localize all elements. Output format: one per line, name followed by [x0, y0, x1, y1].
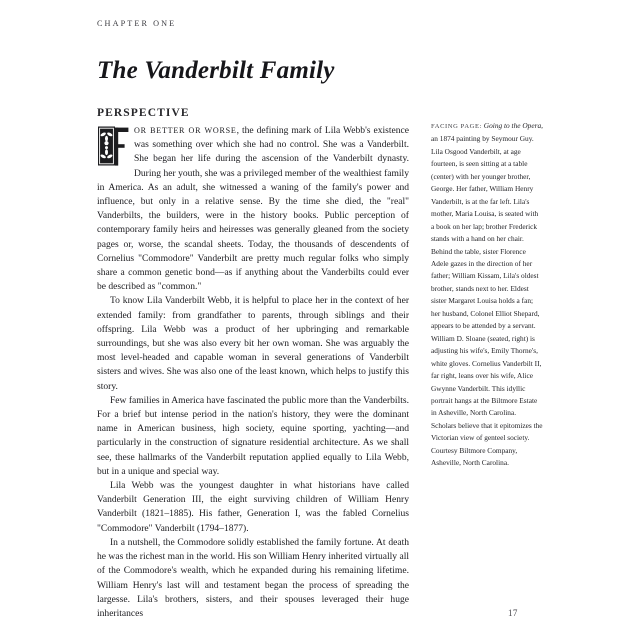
- body-text-column: [97, 124, 409, 621]
- paragraph-1: [97, 124, 409, 294]
- drop-cap-ornament: [97, 125, 130, 167]
- caption-paragraph: [431, 120, 543, 470]
- caption-lead-label: FACING PAGE:: [431, 123, 482, 130]
- caption-body: an 1874 painting by Seymour Guy. Lila Osgood Vanderbilt, at age fourteen, is seen sitting at a table (center) with her younger brother, George. Her father, William Henry Vanderbilt, is at the far left. Lila's mother, Maria Louisa, is seated with a book on her lap; brother Frederick stands with a hand on her chair. Behind the table, sister Florence Adele gazes in the direction of her father; William Kissam, Lila's oldest brother, stands next to her. Eldest sister Margaret Louisa holds a fan; her husband, Colonel Elliot Shepard, appears to be attended by a servant. William D. Sloane (seated, right) is adjusting his wife's, Emily Thorne's, white gloves. Cornelius Vanderbilt II, far right, leans over his wife, Alice Gwynne Vanderbilt. This idyllic portrait hangs at the Biltmore Estate in Asheville, North Carolina. Scholars believe that it epitomizes the Victorian view of genteel society. Courtesy Biltmore Company, Asheville, North Carolina.: [431, 134, 543, 468]
- opening-small-caps: OR BETTER OR WORSE: [134, 126, 237, 135]
- section-heading: PERSPECTIVE: [97, 106, 190, 119]
- figure-caption-sidebar: [431, 120, 543, 470]
- paragraph-2: To know Lila Vanderbilt Webb, it is helpful to place her in the context of her extended family: from grandfather to parents, through siblings and their offspring. Lila Webb was a product of her upbringing and remarkable surroundings, but she was also every bit her own woman. She was arguably the most level-headed and capable woman in several generations of Vanderbilt sisters and wives. She was also one of the least known, which helps to justify this story.: [97, 295, 409, 392]
- paragraph-1-text: , the defining mark of Lila Webb's existence was something over which she had no control. She was a Vanderbilt. She began her life during the ascension of the Vanderbilt dynasty. During her youth, she was a privileged member of the wealthiest family in America. As an adult, she witnessed a waning of the family's power and influence, but only in a relative sense. By the time she died, the "real" Vanderbilts, the builders, were in the history books. Public perception of contemporary family heirs and heiresses was generally gleaned from the society pages or, worse, the scandal sheets. Today, the thousands of descendents of Cornelius "Commodore" Vanderbilt are pretty much regular folks who simply share a common genetic bond—as if anything about the Vanderbilts could ever be described as "common.": [97, 125, 410, 293]
- paragraph-5: In a nutshell, the Commodore solidly established the family fortune. At death he was the richest man in the world. His son William Henry inherited virtually all of the Commodore's wealth, which he expanded during his remaining lifetime. William Henry's last will and testament began the process of spreading the largesse. Lila's brothers, sisters, and their spouses leveraged their huge inheritances: [97, 536, 409, 619]
- chapter-label: CHAPTER ONE: [97, 19, 177, 28]
- paragraph-4: Lila Webb was the youngest daughter in what historians have called Vanderbilt Generation III, the eight surviving children of William Henry Vanderbilt (1821–1885). His father, Generation I, was the fabled Cornelius "Commodore" Vanderbilt (1794–1877).: [97, 480, 409, 534]
- page-title: The Vanderbilt Family: [97, 56, 335, 84]
- caption-artwork-title: Going to the Opera,: [481, 121, 543, 130]
- paragraph-3: Few families in America have fascinated the public more than the Vanderbilts. For a brief but intense period in the nation's history, they were the dominant name in American business, high society, equine sporting, yachting—and particularly in the construction of signature residential architecture. As we shall see, these hallmarks of the Vanderbilt reputation applied equally to Lila Webb, but in a unique and special way.: [97, 394, 409, 477]
- page-number: 17: [508, 608, 518, 618]
